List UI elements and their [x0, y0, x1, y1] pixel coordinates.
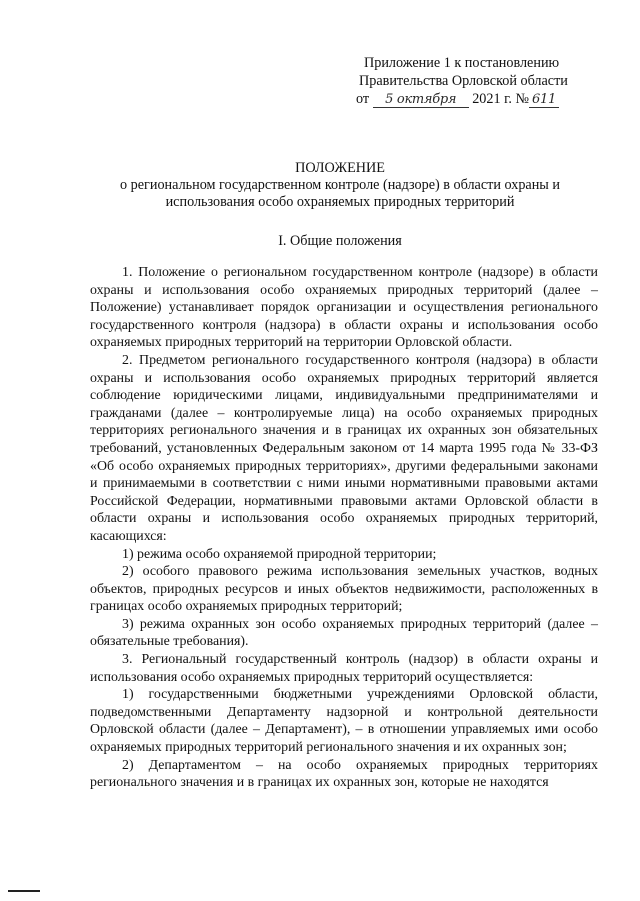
handwritten-number: 611 — [529, 93, 559, 108]
appendix-line-1: Приложение 1 к постановлению — [364, 55, 560, 71]
paragraph-2-item-2: 2) особого правового режима использования земельных участков, водных объектов, природных ресурсов и иных объектов недвижимости, расположенных в границах особо охраняемых природных территорий; — [90, 564, 598, 615]
paragraph-3: 3. Региональный государственный контроль (надзор) в области охраны и использования особо охраняемых природных территорий осуществляется: — [90, 652, 598, 685]
appendix-line-2: Правительства Орловской области — [359, 73, 568, 89]
title-line-2: использования особо охраняемых природных территорий — [165, 194, 515, 210]
title-line-1: о региональном государственном контроле (надзоре) в области охраны и — [120, 177, 560, 193]
paragraph-1: 1. Положение о региональном государственном контроле (надзоре) в области охраны и использования особо охраняемых природных территорий (далее – Положение) устанавливает порядок организации и осуществления регионального государственного контроля (надзора) в области охраны и использования особо охраняемых природных территорий на территории Орловской области. — [90, 265, 598, 351]
handwritten-date: 5 октября — [373, 93, 469, 108]
appendix-header — [356, 54, 606, 108]
appendix-number-sign: № — [515, 91, 529, 107]
section-title: I. Общие положения — [278, 233, 402, 249]
paragraph-3-item-1: 1) государственными бюджетными учреждениями Орловской области, подведомственными Департаменту надзорной и контрольной деятельности Орловской области (далее – Департамент), – в отношении управляемых ими особо охраняемых природных территорий регионального значения и их охранных зон; — [90, 687, 598, 756]
paragraph-2: 2. Предметом регионального государственного контроля (надзора) в области охраны и использования особо охраняемых природных территорий является соблюдение юридическими лицами, индивидуальными предпринимателями и гражданами (далее – контролируемые лица) на особо охраняемых природных территориях регионального значения и в границах их охранных зон обязательных требований, установленных Федеральным законом от 14 марта 1995 года № 33-ФЗ «Об особо охраняемых природных территориях», другими федеральными законами и принимаемыми в соответствии с ними иными нормативными правовыми актами Российской Федерации, нормативными правовыми актами Орловской области в области охраны и использования особо охраняемых природных территорий, касающихся: — [90, 352, 598, 544]
appendix-line-3 — [356, 90, 606, 108]
paragraph-3-item-2: 2) Департаментом – на особо охраняемых природных территориях регионального значения и в границах их охранных зон, которые не находятся — [90, 757, 598, 791]
appendix-from: от — [356, 91, 370, 107]
title-heading: ПОЛОЖЕНИЕ — [295, 160, 385, 176]
paragraph-2-item-3: 3) режима охранных зон особо охраняемых природных территорий (далее – обязательные требования). — [90, 616, 598, 650]
paragraph-2-item-1: 1) режима особо охраняемой природной территории; — [122, 546, 437, 562]
appendix-year: 2021 г. — [472, 91, 512, 107]
footer-rule — [8, 890, 40, 892]
document-body — [90, 264, 598, 792]
document-title — [80, 160, 600, 211]
